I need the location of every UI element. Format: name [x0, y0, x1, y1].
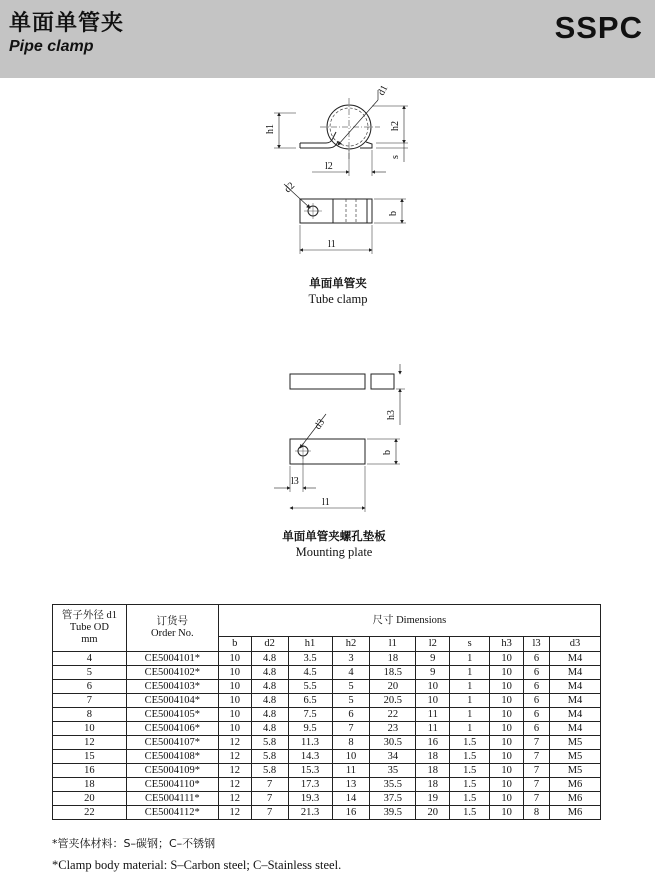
table-cell: 15.3 — [288, 764, 332, 778]
table-cell: M6 — [550, 792, 601, 806]
table-cell: 5.8 — [251, 764, 288, 778]
dim-column-header: s — [450, 637, 490, 652]
label-l2: l2 — [325, 161, 333, 172]
table-cell: 6 — [332, 708, 370, 722]
table-cell: 5.8 — [251, 750, 288, 764]
table-row — [53, 722, 601, 736]
table-cell: 30.5 — [370, 736, 416, 750]
material-note-en: *Clamp body material: S–Carbon steel; C–Stainless steel. — [52, 858, 342, 872]
table-cell: 9 — [416, 652, 450, 666]
table-cell: 7.5 — [288, 708, 332, 722]
table-cell: 10 — [218, 722, 251, 736]
table-row — [53, 708, 601, 722]
plate-right-part — [371, 374, 394, 389]
table-cell: 18 — [416, 750, 450, 764]
table-cell: CE5004108* — [126, 750, 218, 764]
table-cell: 1 — [450, 708, 490, 722]
table-cell: 8 — [524, 806, 550, 820]
table-cell: 22 — [53, 806, 127, 820]
dim-column-header: l2 — [416, 637, 450, 652]
table-cell: 11 — [332, 764, 370, 778]
table-cell: 16 — [416, 736, 450, 750]
tube-clamp-top-view — [284, 184, 406, 254]
table-cell: 6 — [524, 680, 550, 694]
table-cell: 7 — [524, 778, 550, 792]
table-cell: 10 — [490, 652, 524, 666]
dim-column-header: l3 — [524, 637, 550, 652]
table-cell: 7 — [524, 792, 550, 806]
table-row — [53, 778, 601, 792]
table-cell: M5 — [550, 736, 601, 750]
table-cell: 1 — [450, 652, 490, 666]
label-l1-clamp: l1 — [328, 239, 336, 250]
page-title: 单面单管夹 — [9, 11, 125, 36]
table-row — [53, 652, 601, 666]
table-cell: 1 — [450, 694, 490, 708]
table-cell: M4 — [550, 708, 601, 722]
table-cell: 10 — [332, 750, 370, 764]
tube-clamp-side-view — [274, 90, 408, 176]
table-cell: 19.3 — [288, 792, 332, 806]
dim-column-header: d3 — [550, 637, 601, 652]
table-cell: 4.8 — [251, 680, 288, 694]
table-cell: 11 — [416, 708, 450, 722]
table-cell: 10 — [53, 722, 127, 736]
table-cell: 18 — [370, 652, 416, 666]
table-cell: 20 — [370, 680, 416, 694]
table-cell: CE5004112* — [126, 806, 218, 820]
label-h1: h1 — [265, 124, 276, 134]
table-cell: 12 — [218, 736, 251, 750]
dimensions-table — [52, 604, 601, 820]
table-cell: 19 — [416, 792, 450, 806]
table-cell: 10 — [490, 764, 524, 778]
table-cell: 10 — [416, 680, 450, 694]
table-cell: M6 — [550, 778, 601, 792]
table-cell: 1 — [450, 666, 490, 680]
table-cell: 10 — [490, 666, 524, 680]
table-cell: 4 — [332, 666, 370, 680]
table-cell: CE5004107* — [126, 736, 218, 750]
table-cell: 10 — [218, 680, 251, 694]
label-d3: d3 — [312, 417, 328, 432]
table-cell: 5 — [332, 694, 370, 708]
label-b-plate: b — [382, 450, 393, 455]
table-cell: 16 — [53, 764, 127, 778]
table-cell: 7 — [524, 764, 550, 778]
table-cell: 1.5 — [450, 750, 490, 764]
table-cell: CE5004110* — [126, 778, 218, 792]
table-cell: 20 — [53, 792, 127, 806]
table-cell: 1.5 — [450, 764, 490, 778]
mounting-plate-top-view — [274, 414, 400, 512]
table-cell: 5 — [332, 680, 370, 694]
table-cell: 6 — [524, 722, 550, 736]
label-d1: d1 — [375, 83, 391, 98]
table-cell: 37.5 — [370, 792, 416, 806]
table-cell: M5 — [550, 764, 601, 778]
table-cell: 1.5 — [450, 778, 490, 792]
table-cell: 13 — [332, 778, 370, 792]
table-cell: 6 — [524, 652, 550, 666]
table-cell: 1.5 — [450, 792, 490, 806]
table-cell: CE5004102* — [126, 666, 218, 680]
table-cell: 35 — [370, 764, 416, 778]
mounting-plate — [290, 439, 365, 464]
table-cell: 10 — [218, 652, 251, 666]
table-row — [53, 736, 601, 750]
table-cell: 6 — [524, 694, 550, 708]
table-row — [53, 666, 601, 680]
table-cell: 7 — [332, 722, 370, 736]
table-cell: 4.5 — [288, 666, 332, 680]
mounting-plate-caption-en: Mounting plate — [295, 545, 373, 559]
table-cell: 1 — [450, 722, 490, 736]
table-row — [53, 680, 601, 694]
tube-clamp-caption-en: Tube clamp — [308, 292, 368, 306]
table-cell: 10 — [490, 708, 524, 722]
table-cell: 1.5 — [450, 806, 490, 820]
table-cell: 10 — [490, 694, 524, 708]
table-cell: 16 — [332, 806, 370, 820]
table-cell: 5 — [53, 666, 127, 680]
table-cell: 4 — [53, 652, 127, 666]
mounting-plate-caption — [234, 528, 434, 560]
label-b-clamp: b — [388, 211, 399, 216]
table-cell: 6 — [524, 666, 550, 680]
table-cell: M6 — [550, 806, 601, 820]
table-cell: 10 — [490, 680, 524, 694]
table-cell: 6.5 — [288, 694, 332, 708]
table-cell: 20 — [416, 806, 450, 820]
header-order-no: 订货号 Order No. — [126, 605, 218, 652]
label-d2: d2 — [282, 180, 298, 196]
header-dimensions: 尺寸 Dimensions — [218, 605, 600, 637]
table-cell: 3.5 — [288, 652, 332, 666]
table-cell: CE5004105* — [126, 708, 218, 722]
table-cell: 12 — [53, 736, 127, 750]
table-cell: 7 — [524, 736, 550, 750]
table-cell: 14 — [332, 792, 370, 806]
table-row — [53, 792, 601, 806]
table-cell: CE5004111* — [126, 792, 218, 806]
table-cell: 12 — [218, 792, 251, 806]
table-cell: 4.8 — [251, 652, 288, 666]
table-cell: 8 — [53, 708, 127, 722]
table-cell: 7 — [251, 792, 288, 806]
table-cell: 11.3 — [288, 736, 332, 750]
dimensions-table-body — [53, 652, 601, 820]
table-cell: 34 — [370, 750, 416, 764]
table-cell: 6 — [53, 680, 127, 694]
table-cell: 11 — [416, 722, 450, 736]
table-cell: 10 — [490, 778, 524, 792]
table-cell: 22 — [370, 708, 416, 722]
table-cell: 18.5 — [370, 666, 416, 680]
label-l1-plate: l1 — [322, 497, 330, 508]
table-cell: 10 — [218, 708, 251, 722]
tube-clamp-caption — [238, 275, 438, 307]
table-cell: 7 — [524, 750, 550, 764]
table-cell: CE5004103* — [126, 680, 218, 694]
table-cell: 5.5 — [288, 680, 332, 694]
table-cell: 4.8 — [251, 708, 288, 722]
table-cell: M4 — [550, 666, 601, 680]
plate-left-part — [290, 374, 365, 389]
dim-column-header: l1 — [370, 637, 416, 652]
table-cell: 6 — [524, 708, 550, 722]
table-cell: 12 — [218, 806, 251, 820]
page-subtitle: Pipe clamp — [9, 38, 94, 55]
table-cell: 10 — [490, 806, 524, 820]
table-cell: 21.3 — [288, 806, 332, 820]
table-cell: 1.5 — [450, 736, 490, 750]
table-cell: 7 — [251, 806, 288, 820]
table-cell: M4 — [550, 680, 601, 694]
label-h2: h2 — [390, 121, 401, 131]
table-cell: 8 — [332, 736, 370, 750]
table-cell: 4.8 — [251, 694, 288, 708]
table-cell: 1 — [450, 680, 490, 694]
table-cell: 20.5 — [370, 694, 416, 708]
table-cell: M5 — [550, 750, 601, 764]
table-cell: 4.8 — [251, 666, 288, 680]
table-row — [53, 694, 601, 708]
table-cell: CE5004101* — [126, 652, 218, 666]
table-cell: CE5004104* — [126, 694, 218, 708]
table-cell: 15 — [53, 750, 127, 764]
dim-column-header: h3 — [490, 637, 524, 652]
tube-clamp-caption-cn: 单面单管夹 — [309, 276, 367, 290]
table-cell: M4 — [550, 652, 601, 666]
table-cell: 17.3 — [288, 778, 332, 792]
table-cell: 10 — [490, 722, 524, 736]
table-cell: 10 — [490, 750, 524, 764]
table-cell: 10 — [218, 694, 251, 708]
table-cell: 7 — [251, 778, 288, 792]
table-cell: 10 — [218, 666, 251, 680]
table-cell: 10 — [490, 792, 524, 806]
dim-column-header: d2 — [251, 637, 288, 652]
table-cell: 39.5 — [370, 806, 416, 820]
table-cell: 12 — [218, 764, 251, 778]
table-cell: 23 — [370, 722, 416, 736]
table-row — [53, 806, 601, 820]
table-cell: M4 — [550, 694, 601, 708]
table-cell: CE5004109* — [126, 764, 218, 778]
table-cell: 12 — [218, 778, 251, 792]
table-cell: 5.8 — [251, 736, 288, 750]
table-row — [53, 764, 601, 778]
table-cell: 35.5 — [370, 778, 416, 792]
label-h3: h3 — [386, 410, 397, 420]
table-cell: M4 — [550, 722, 601, 736]
mounting-plate-caption-cn: 单面单管夹螺孔垫板 — [282, 529, 386, 543]
table-cell: 18 — [416, 778, 450, 792]
table-cell: 18 — [416, 764, 450, 778]
label-s: s — [390, 155, 401, 159]
table-cell: 7 — [53, 694, 127, 708]
label-l3: l3 — [291, 476, 299, 487]
dim-column-header: b — [218, 637, 251, 652]
table-cell: 4.8 — [251, 722, 288, 736]
table-cell: 3 — [332, 652, 370, 666]
strap-left — [300, 132, 336, 143]
table-cell: 9.5 — [288, 722, 332, 736]
brand-code: SSPC — [554, 10, 643, 45]
dim-column-header: h1 — [288, 637, 332, 652]
table-cell: 9 — [416, 666, 450, 680]
table-row — [53, 750, 601, 764]
dim-column-header: h2 — [332, 637, 370, 652]
table-cell: 18 — [53, 778, 127, 792]
header-tube-od: 管子外径 d1 Tube OD mm — [53, 605, 127, 652]
table-cell: 12 — [218, 750, 251, 764]
table-cell: 14.3 — [288, 750, 332, 764]
table-cell: CE5004106* — [126, 722, 218, 736]
table-cell: 10 — [416, 694, 450, 708]
table-cell: 10 — [490, 736, 524, 750]
material-note-cn: *管夹体材料：S–碳钢；C–不锈钢 — [52, 837, 216, 850]
